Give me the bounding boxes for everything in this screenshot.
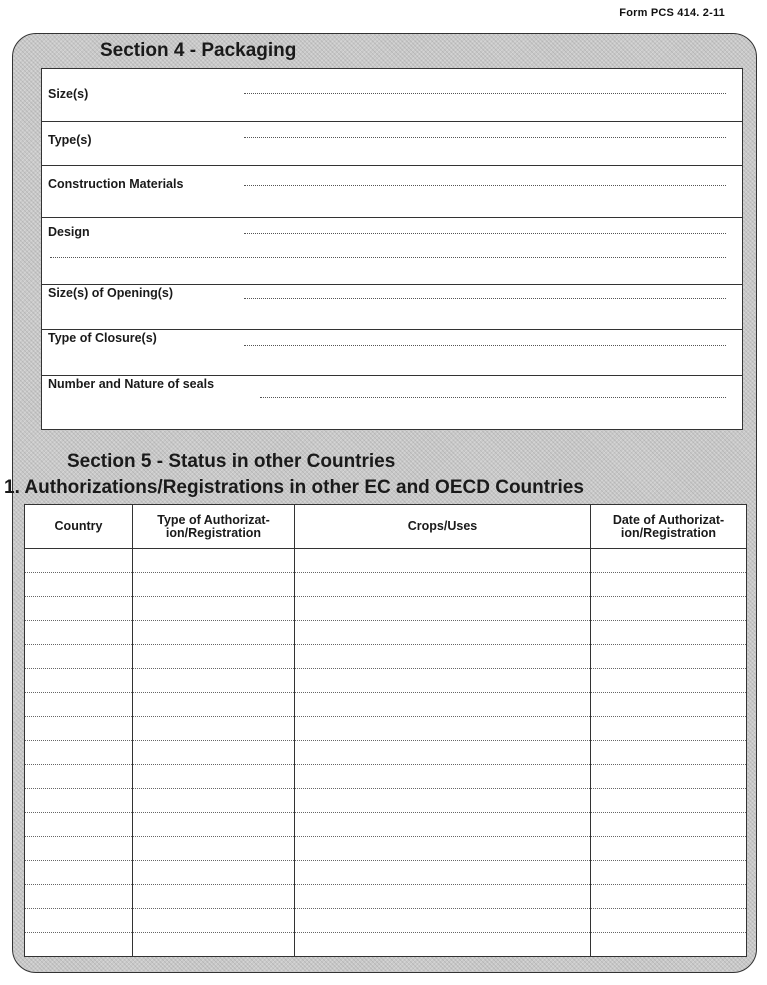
table-cell-country[interactable] (25, 741, 133, 765)
table-cell-authorization-type[interactable] (133, 549, 295, 573)
header-authorization-type: Type of Authorizat- ion/Registration (133, 505, 295, 549)
table-cell-authorization-type[interactable] (133, 573, 295, 597)
table-cell-authorization-date[interactable] (591, 693, 747, 717)
table-cell-country[interactable] (25, 693, 133, 717)
field-row-design (42, 217, 742, 285)
table-row (25, 813, 747, 837)
table-cell-crops-uses[interactable] (295, 765, 591, 789)
field-line-types[interactable] (244, 137, 726, 138)
field-row-sizes (42, 69, 742, 122)
table-cell-authorization-type[interactable] (133, 717, 295, 741)
table-cell-authorization-date[interactable] (591, 573, 747, 597)
table-cell-authorization-type[interactable] (133, 837, 295, 861)
table-cell-authorization-type[interactable] (133, 933, 295, 957)
table-cell-authorization-date[interactable] (591, 837, 747, 861)
table-row (25, 717, 747, 741)
table-cell-country[interactable] (25, 789, 133, 813)
table-cell-crops-uses[interactable] (295, 573, 591, 597)
field-label-seals: Number and Nature of seals (48, 377, 215, 391)
table-cell-crops-uses[interactable] (295, 885, 591, 909)
field-label-sizes: Size(s) (48, 87, 89, 101)
table-row (25, 789, 747, 813)
field-row-types (42, 121, 742, 166)
table-cell-crops-uses[interactable] (295, 597, 591, 621)
table-cell-crops-uses[interactable] (295, 693, 591, 717)
table-cell-country[interactable] (25, 933, 133, 957)
table-cell-crops-uses[interactable] (295, 933, 591, 957)
table-cell-authorization-type[interactable] (133, 645, 295, 669)
table-row (25, 765, 747, 789)
table-cell-authorization-type[interactable] (133, 693, 295, 717)
table-cell-country[interactable] (25, 621, 133, 645)
table-cell-authorization-type[interactable] (133, 765, 295, 789)
header-country: Country (25, 505, 133, 549)
table-cell-authorization-type[interactable] (133, 813, 295, 837)
table-cell-crops-uses[interactable] (295, 717, 591, 741)
table-cell-authorization-date[interactable] (591, 597, 747, 621)
table-cell-country[interactable] (25, 909, 133, 933)
table-cell-crops-uses[interactable] (295, 909, 591, 933)
table-row (25, 933, 747, 957)
table-cell-country[interactable] (25, 885, 133, 909)
table-cell-authorization-type[interactable] (133, 789, 295, 813)
table-cell-authorization-type[interactable] (133, 741, 295, 765)
table-cell-authorization-date[interactable] (591, 909, 747, 933)
table-header-row (25, 505, 747, 549)
field-row-opening-sizes (42, 284, 742, 330)
table-row (25, 669, 747, 693)
table-cell-crops-uses[interactable] (295, 813, 591, 837)
table-cell-country[interactable] (25, 645, 133, 669)
table-cell-country[interactable] (25, 669, 133, 693)
section-5-subtitle: 1. Authorizations/Registrations in other EC and OECD Countries (4, 477, 584, 498)
field-line-opening-sizes[interactable] (244, 298, 726, 299)
table-cell-authorization-type[interactable] (133, 669, 295, 693)
table-cell-crops-uses[interactable] (295, 789, 591, 813)
table-cell-authorization-date[interactable] (591, 765, 747, 789)
authorizations-table (24, 504, 747, 957)
form-reference: Form PCS 414. 2-11 (619, 7, 725, 19)
table-cell-crops-uses[interactable] (295, 645, 591, 669)
table-cell-country[interactable] (25, 717, 133, 741)
field-label-closure-types: Type of Closure(s) (48, 331, 157, 345)
table-row (25, 837, 747, 861)
table-cell-authorization-type[interactable] (133, 597, 295, 621)
table-row (25, 645, 747, 669)
table-row (25, 693, 747, 717)
field-row-seals (42, 375, 742, 429)
packaging-fields-box (41, 68, 743, 430)
table-cell-crops-uses[interactable] (295, 861, 591, 885)
table-cell-authorization-type[interactable] (133, 621, 295, 645)
header-crops-uses: Crops/Uses (295, 505, 591, 549)
table-cell-country[interactable] (25, 549, 133, 573)
table-row (25, 909, 747, 933)
table-cell-authorization-date[interactable] (591, 885, 747, 909)
table-cell-country[interactable] (25, 861, 133, 885)
table-row (25, 861, 747, 885)
field-line-design-2[interactable] (50, 257, 726, 258)
table-cell-crops-uses[interactable] (295, 741, 591, 765)
table-cell-authorization-type[interactable] (133, 909, 295, 933)
table-cell-country[interactable] (25, 765, 133, 789)
table-cell-country[interactable] (25, 573, 133, 597)
table-row (25, 549, 747, 573)
table-cell-authorization-date[interactable] (591, 861, 747, 885)
table-cell-authorization-date[interactable] (591, 549, 747, 573)
field-line-seals[interactable] (260, 397, 726, 398)
field-line-closure-types[interactable] (244, 345, 726, 346)
field-label-opening-sizes: Size(s) of Opening(s) (48, 286, 173, 300)
field-line-design-1[interactable] (244, 233, 726, 234)
table-row (25, 573, 747, 597)
table-cell-crops-uses[interactable] (295, 837, 591, 861)
table-cell-country[interactable] (25, 597, 133, 621)
field-row-construction-materials (42, 165, 742, 218)
table-cell-crops-uses[interactable] (295, 549, 591, 573)
table-cell-authorization-date[interactable] (591, 789, 747, 813)
section-4-title: Section 4 - Packaging (100, 40, 297, 61)
table-cell-crops-uses[interactable] (295, 669, 591, 693)
header-authorization-date: Date of Authorizat- ion/Registration (591, 505, 747, 549)
table-cell-authorization-date[interactable] (591, 717, 747, 741)
table-row (25, 741, 747, 765)
table-body (25, 549, 747, 957)
table-cell-authorization-date[interactable] (591, 933, 747, 957)
table-cell-authorization-date[interactable] (591, 741, 747, 765)
field-label-construction-materials: Construction Materials (48, 177, 184, 191)
field-row-closure-types (42, 329, 742, 376)
table-cell-authorization-type[interactable] (133, 861, 295, 885)
field-label-types: Type(s) (48, 133, 92, 147)
field-label-design: Design (48, 225, 90, 239)
table-row (25, 885, 747, 909)
table-cell-country[interactable] (25, 813, 133, 837)
field-line-sizes[interactable] (244, 93, 726, 94)
field-line-construction-materials[interactable] (244, 185, 726, 186)
table-cell-authorization-date[interactable] (591, 813, 747, 837)
table-cell-authorization-date[interactable] (591, 621, 747, 645)
table-row (25, 621, 747, 645)
table-row (25, 597, 747, 621)
table-cell-authorization-date[interactable] (591, 669, 747, 693)
table-cell-country[interactable] (25, 837, 133, 861)
section-5-title: Section 5 - Status in other Countries (67, 451, 396, 472)
table-cell-crops-uses[interactable] (295, 621, 591, 645)
table-cell-authorization-date[interactable] (591, 645, 747, 669)
table-cell-authorization-type[interactable] (133, 885, 295, 909)
